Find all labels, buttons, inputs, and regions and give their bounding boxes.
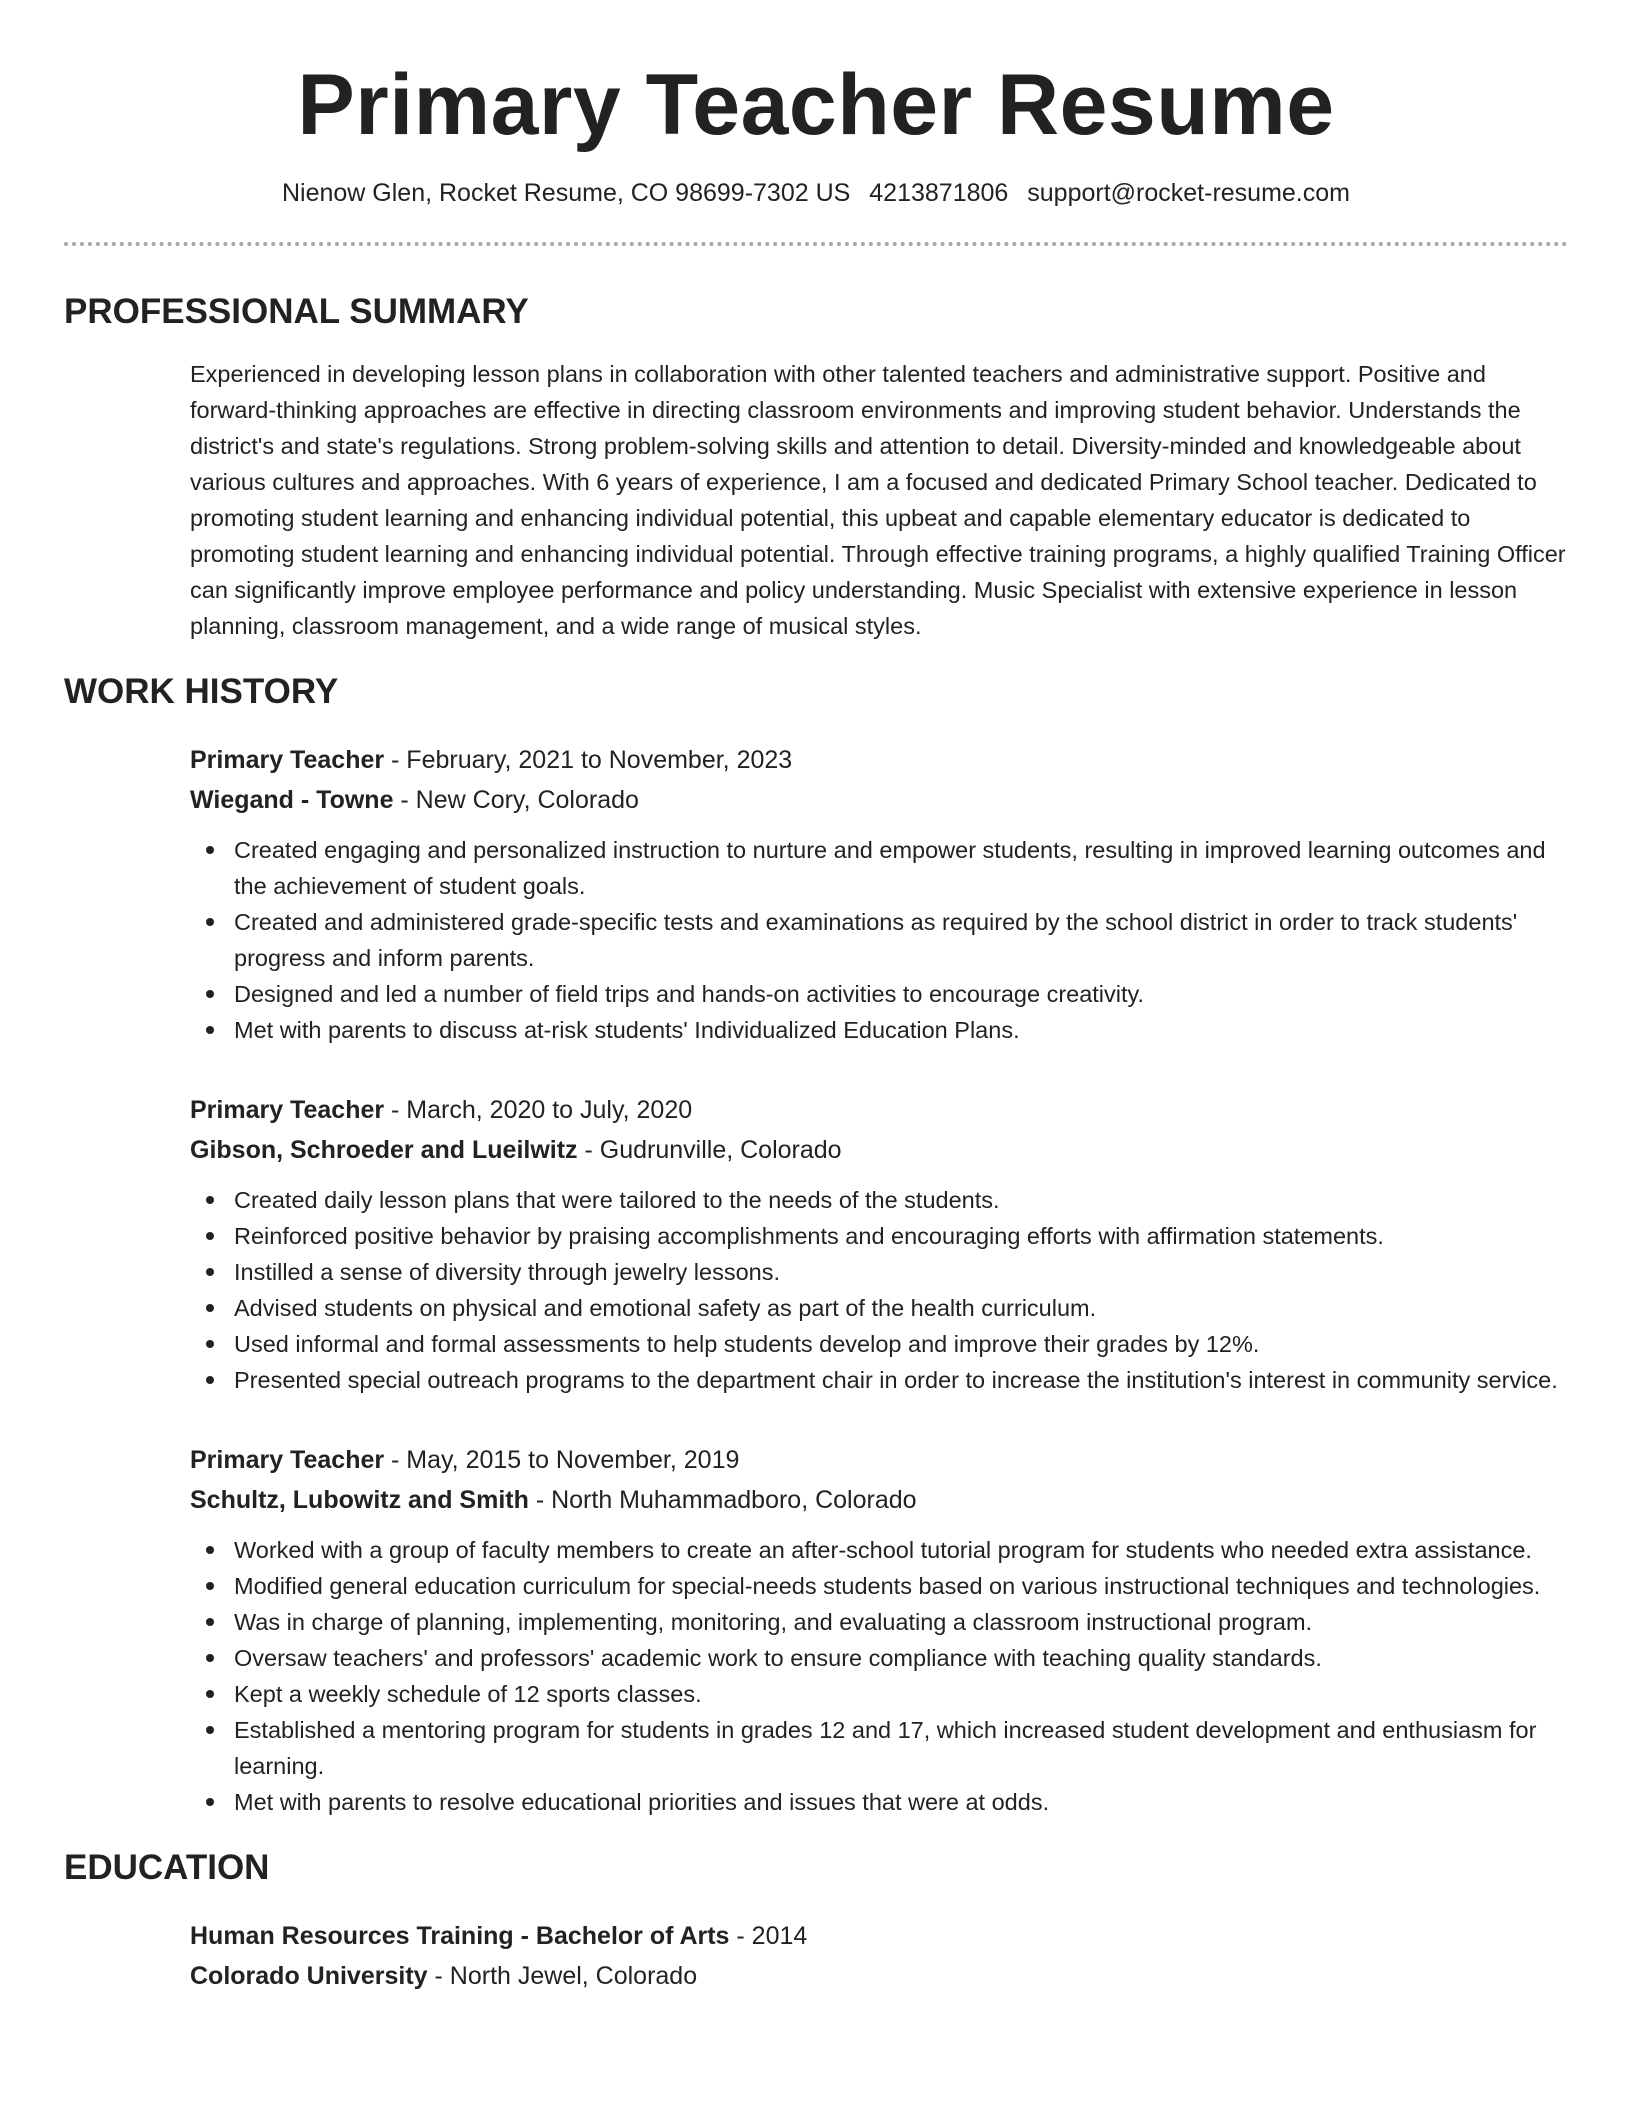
job-dates: - May, 2015 to November, 2019 [384, 1446, 740, 1474]
job-bullet: Created engaging and personalized instruction to nurture and empower students, resulting in improved learning outcomes and the achievement of student goals. [190, 832, 1568, 904]
education-degree-line [190, 1916, 1568, 1956]
contact-email: support@rocket-resume.com [1027, 179, 1350, 207]
job-title-line [190, 740, 1568, 780]
job-bullet: Established a mentoring program for students in grades 12 and 17, which increased student development and enthusiasm for learning. [190, 1712, 1568, 1784]
contact-address: Nienow Glen, Rocket Resume, CO 98699-7302 US [281, 179, 851, 207]
summary-text: Experienced in developing lesson plans in collaboration with other talented teachers and administrative support. Positive and forward-thinking approaches are effective in directing classroom environments and improving student behavior. Understands the district's and state's regulations. Strong problem-solving skills and attention to detail. Diversity-minded and knowledgeable about various cultures and approaches. With 6 years of experience, I am a focused and dedicated Primary School teacher. Dedicated to promoting student learning and enhancing individual potential, this upbeat and capable elementary educator is dedicated to promoting student learning and enhancing individual potential. Through effective training programs, a highly qualified Training Officer can significantly improve employee performance and policy understanding. Music Specialist with extensive experience in lesson planning, classroom management, and a wide range of musical styles. [190, 361, 1566, 639]
job-bullet: Modified general education curriculum for special-needs students based on various instructional techniques and technologies. [190, 1568, 1568, 1604]
job-bullet: Met with parents to discuss at-risk students' Individualized Education Plans. [190, 1012, 1568, 1048]
job-entry [190, 1090, 1568, 1398]
job-bullets [190, 1182, 1568, 1398]
job-bullet: Kept a weekly schedule of 12 sports classes. [190, 1676, 1568, 1712]
job-title: Primary Teacher [190, 746, 385, 774]
job-company-line [190, 1130, 1568, 1170]
header-divider [64, 242, 1568, 246]
job-title-line [190, 1440, 1568, 1480]
job-bullet: Designed and led a number of field trips and hands-on activities to encourage creativity. [190, 976, 1568, 1012]
job-title-line [190, 1090, 1568, 1130]
job-bullet: Created and administered grade-specific tests and examinations as required by the school district in order to track students' progress and inform parents. [190, 904, 1568, 976]
contact-phone: 4213871806 [869, 179, 1009, 207]
job-bullets [190, 832, 1568, 1048]
job-bullet: Met with parents to resolve educational priorities and issues that were at odds. [190, 1784, 1568, 1820]
job-title: Primary Teacher [190, 1096, 385, 1124]
job-title: Primary Teacher [190, 1446, 385, 1474]
education-year: - 2014 [729, 1922, 808, 1950]
education-entry [190, 1916, 1568, 1996]
job-location: - Gudrunville, Colorado [577, 1136, 842, 1164]
job-dates: - February, 2021 to November, 2023 [384, 746, 793, 774]
education-school: Colorado University [190, 1962, 428, 1990]
resume-title: Primary Teacher Resume [297, 57, 1335, 153]
work-history-heading: WORK HISTORY [64, 672, 339, 711]
job-company-line [190, 1480, 1568, 1520]
job-bullets [190, 1532, 1568, 1820]
job-bullet: Instilled a sense of diversity through jewelry lessons. [190, 1254, 1568, 1290]
job-company-line [190, 780, 1568, 820]
contact-line [64, 175, 1568, 211]
job-company: Gibson, Schroeder and Lueilwitz [190, 1136, 578, 1164]
education-heading: EDUCATION [64, 1848, 270, 1887]
education-degree: Human Resources Training - Bachelor of Arts [190, 1922, 730, 1950]
job-bullet: Reinforced positive behavior by praising accomplishments and encouraging efforts with affirmation statements. [190, 1218, 1568, 1254]
job-location: - North Muhammadboro, Colorado [528, 1486, 917, 1514]
education-school-line [190, 1956, 1568, 1996]
education-location: - North Jewel, Colorado [427, 1962, 698, 1990]
job-location: - New Cory, Colorado [393, 786, 639, 814]
job-bullet: Created daily lesson plans that were tailored to the needs of the students. [190, 1182, 1568, 1218]
job-bullet: Oversaw teachers' and professors' academic work to ensure compliance with teaching quality standards. [190, 1640, 1568, 1676]
job-bullet: Presented special outreach programs to the department chair in order to increase the institution's interest in community service. [190, 1362, 1568, 1398]
job-entry [190, 740, 1568, 1048]
job-company: Wiegand - Towne [190, 786, 394, 814]
job-entry [190, 1440, 1568, 1820]
summary-heading: PROFESSIONAL SUMMARY [64, 292, 529, 331]
work-history-list [190, 740, 1568, 1820]
job-company: Schultz, Lubowitz and Smith [190, 1486, 529, 1514]
job-bullet: Advised students on physical and emotional safety as part of the health curriculum. [190, 1290, 1568, 1326]
job-bullet: Was in charge of planning, implementing, monitoring, and evaluating a classroom instructional program. [190, 1604, 1568, 1640]
job-dates: - March, 2020 to July, 2020 [384, 1096, 693, 1124]
job-bullet: Worked with a group of faculty members to create an after-school tutorial program for students who needed extra assistance. [190, 1532, 1568, 1568]
job-bullet: Used informal and formal assessments to help students develop and improve their grades by 12%. [190, 1326, 1568, 1362]
